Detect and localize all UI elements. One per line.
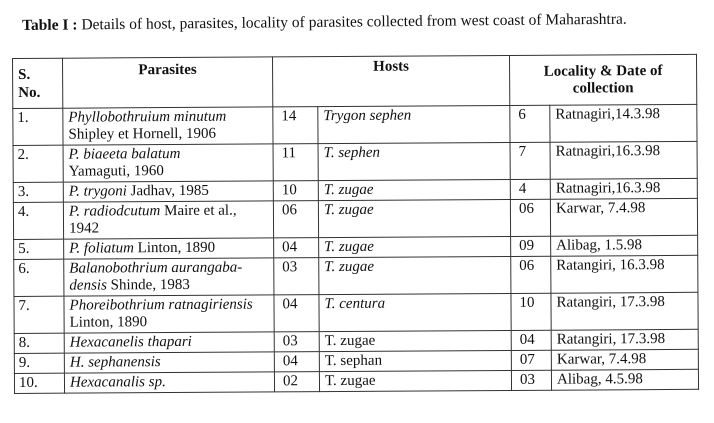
host-name: T. zugae [324, 258, 375, 276]
parasite-name: P. foliatum [69, 240, 134, 257]
cell-host-count: 14 [273, 107, 318, 144]
parasite-name: H. sephanensis [69, 354, 161, 371]
host-name: T. zugae [323, 201, 374, 219]
table-row [13, 104, 697, 145]
parasite-author: Maire et al., 1942 [68, 202, 237, 237]
parasite-name: Phoreibothrium ratnagiriensis [69, 296, 253, 314]
parasite-name: P. trygoni [68, 183, 127, 200]
cell-sno: 1. [13, 108, 63, 145]
cell-loc-count: 06 [511, 256, 551, 293]
parasite-author: Linton, 1890 [69, 314, 148, 331]
cell-parasite [64, 258, 274, 296]
cell-host-count: 04 [274, 295, 319, 332]
cell-host [319, 350, 511, 371]
cell-locality: Ratnagiri,16.3.98 [550, 178, 697, 199]
cell-sno: 7. [14, 296, 64, 333]
cell-host-count: 10 [273, 181, 318, 201]
cell-locality: Alibag, 1.5.98 [551, 235, 698, 256]
cell-sno: 5. [14, 239, 64, 259]
cell-locality: Ratnagiri,14.3.98 [550, 104, 697, 142]
table-caption [22, 9, 702, 36]
cell-locality: Alibag, 4.5.98 [551, 369, 698, 390]
cell-loc-count: 07 [511, 350, 551, 370]
cell-sno: 2. [13, 145, 63, 182]
cell-sno: 6. [14, 259, 64, 296]
table-row [14, 292, 698, 333]
caption-text: Details of host, parasites, locality of parasites collected from west coast of Maharashtra. [77, 10, 627, 34]
host-name: T. zugae [324, 372, 376, 390]
parasite-author: Linton, 1890 [133, 239, 216, 257]
cell-sno: 3. [13, 182, 63, 202]
cell-loc-count: 7 [510, 142, 550, 179]
parasite-name: Hexacanalis sp. [69, 374, 166, 391]
cell-loc-count: 06 [510, 199, 550, 236]
data-table-container [12, 54, 698, 412]
cell-parasite [63, 201, 273, 239]
cell-host [319, 293, 511, 331]
cell-locality: Ratnagiri,16.3.98 [550, 141, 697, 179]
parasite-name: Hexacanelis thapari [69, 333, 192, 351]
cell-parasite [64, 238, 274, 259]
parasite-author: Yamaguti, 1960 [68, 163, 164, 180]
parasite-name: Balanobothrium aurangaba-densis [69, 259, 243, 294]
host-name: Trygon sephen [323, 107, 412, 125]
cell-host [318, 105, 510, 143]
header-row [13, 54, 697, 108]
host-name: T. zugae [324, 332, 376, 350]
cell-host [318, 142, 510, 180]
table-body [13, 104, 699, 393]
cell-host [319, 236, 511, 257]
parasite-name: P. radiodcutum [68, 203, 161, 220]
cell-parasite [63, 181, 273, 202]
header-sno: S. No. [13, 58, 63, 108]
cell-sno: 4. [13, 202, 63, 239]
table-row [14, 255, 698, 296]
cell-locality: Ratangiri, 17.3.98 [551, 292, 698, 330]
host-name: T. sephan [324, 352, 383, 370]
cell-host-count: 03 [274, 258, 319, 295]
parasite-name: Phyllobothruium minutum [68, 108, 227, 126]
header-locality: Locality & Date of collection [509, 54, 696, 105]
cell-parasite [63, 107, 273, 145]
cell-loc-count: 10 [511, 293, 551, 330]
cell-host-count: 02 [274, 372, 319, 392]
cell-host [318, 199, 510, 237]
cell-locality: Karwar, 7.4.98 [551, 349, 698, 370]
cell-host [319, 370, 511, 391]
cell-loc-count: 03 [511, 370, 551, 390]
host-name: T. zugae [323, 181, 374, 199]
cell-locality: Karwar, 7.4.98 [550, 198, 697, 236]
cell-parasite [63, 144, 273, 182]
host-name: T. zugae [324, 238, 374, 256]
cell-host-count: 03 [274, 332, 319, 352]
parasite-author: Shipley et Hornell, 1906 [68, 125, 216, 143]
table-row [13, 141, 697, 182]
header-parasites: Parasites [63, 57, 273, 108]
cell-locality: Ratangiri, 17.3.98 [551, 329, 698, 350]
parasite-table [12, 54, 699, 394]
cell-host [319, 330, 511, 351]
cell-host-count: 04 [274, 238, 319, 258]
cell-sno: 9. [14, 353, 64, 373]
cell-host [318, 179, 510, 200]
cell-parasite [64, 332, 274, 353]
host-name: T. centura [324, 295, 386, 313]
caption-label: Table I : [22, 16, 78, 34]
cell-loc-count: 6 [510, 105, 550, 142]
cell-parasite [64, 295, 274, 333]
cell-host-count: 04 [274, 352, 319, 372]
cell-loc-count: 09 [511, 236, 551, 256]
table-row [14, 369, 698, 393]
parasite-author: Jadhav, 1985 [126, 182, 209, 200]
cell-host-count: 11 [273, 144, 318, 181]
cell-host-count: 06 [273, 201, 318, 238]
host-name: T. sephen [323, 144, 381, 162]
cell-loc-count: 4 [510, 179, 550, 199]
parasite-name: P. biaeeta balatum [68, 145, 181, 163]
cell-loc-count: 04 [511, 330, 551, 350]
parasite-author: Shinde, 1983 [106, 276, 190, 294]
cell-parasite [64, 352, 274, 373]
table-row [13, 198, 697, 239]
cell-locality: Ratangiri, 16.3.98 [551, 255, 698, 293]
cell-host [319, 256, 511, 294]
header-hosts: Hosts [272, 55, 509, 106]
cell-parasite [64, 372, 274, 393]
cell-sno: 8. [14, 333, 64, 353]
cell-sno: 10. [14, 373, 64, 393]
